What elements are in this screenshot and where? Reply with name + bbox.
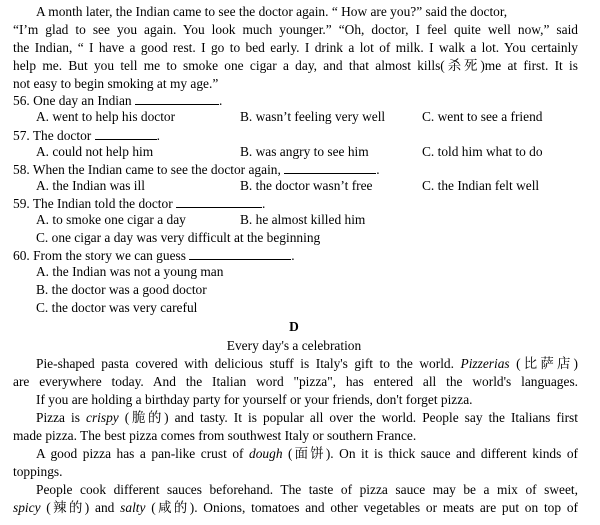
answer-blank <box>284 160 376 174</box>
passage-d-line-8: People cook different sauces beforehand. The taste of pizza sauce may be a mix of sweet, <box>36 482 578 497</box>
q56-option-b: B. wasn’t feeling very well <box>240 109 386 124</box>
section-title: Every day's a celebration <box>226 338 362 353</box>
passage-d-line-1: Pie-shaped pasta covered with delicious stuff is Italy's gift to the world. Pizzerias (比萨店) <box>36 356 578 371</box>
passage-d-line-7: toppings. <box>13 464 63 479</box>
q58-option-b: B. the doctor wasn’t free <box>240 178 373 193</box>
passage-line-2: “I’m glad to see you again. You look much younger.” “Oh, doctor, I feel quite well now,” said <box>13 22 578 37</box>
question-60-stem: 60. From the story we can guess . <box>13 248 295 263</box>
q57-option-a: A. could not help him <box>36 144 154 159</box>
q60-option-c: C. the doctor was very careful <box>36 300 198 315</box>
passage-d-line-2: are everywhere today. And the Italian word "pizza", has entered all the world's languages. <box>13 374 578 389</box>
passage-line-4: help me. But you tell me to smoke one cigar a day, and that almost kills(杀死)me at first. It is <box>13 58 578 73</box>
passage-d-line-9: spicy (辣的) and salty (咸的). Onions, tomatoes and other vegetables or meats are put on top of <box>13 500 578 515</box>
passage-d-line-3: If you are holding a birthday party for yourself or your friends, don't forget pizza. <box>36 392 473 407</box>
question-58-stem: 58. When the Indian came to see the doctor again, . <box>13 162 380 177</box>
question-57-stem: 57. The doctor . <box>13 128 160 143</box>
q58-option-c: C. the Indian felt well <box>422 178 540 193</box>
passage-line-1: A month later, the Indian came to see the doctor again. “ How are you?” said the doctor, <box>36 4 508 19</box>
answer-blank <box>135 91 219 105</box>
passage-d-line-4: Pizza is crispy (脆的) and tasty. It is popular all over the world. People say the Italians first <box>36 410 578 425</box>
q59-option-b: B. he almost killed him <box>240 212 366 227</box>
q59-option-c: C. one cigar a day was very difficult at the beginning <box>36 230 321 245</box>
q56-option-c: C. went to see a friend <box>422 109 543 124</box>
q60-option-a: A. the Indian was not a young man <box>36 264 224 279</box>
answer-blank <box>95 126 157 140</box>
question-59-stem: 59. The Indian told the doctor . <box>13 196 266 211</box>
passage-d-line-5: made pizza. The best pizza comes from southwest Italy or southern France. <box>13 428 417 443</box>
q58-option-a: A. the Indian was ill <box>36 178 145 193</box>
question-56-stem: 56. One day an Indian . <box>13 93 223 108</box>
q57-option-c: C. told him what to do <box>422 144 543 159</box>
passage-line-5: not easy to begin smoking at my age.” <box>13 76 219 91</box>
passage-line-3: the Indian, “ I have a good rest. I go to bed early. I drink a lot of milk. I walk a lot. You certainly <box>13 40 578 55</box>
section-letter: D <box>289 319 299 334</box>
q60-option-b: B. the doctor was a good doctor <box>36 282 207 297</box>
answer-blank <box>176 194 262 208</box>
passage-d-line-6: A good pizza has a pan-like crust of dough (面饼). On it is thick sauce and different kinds of <box>36 446 578 461</box>
q57-option-b: B. was angry to see him <box>240 144 369 159</box>
q56-option-a: A. went to help his doctor <box>36 109 176 124</box>
q59-option-a: A. to smoke one cigar a day <box>36 212 186 227</box>
answer-blank <box>189 246 291 260</box>
